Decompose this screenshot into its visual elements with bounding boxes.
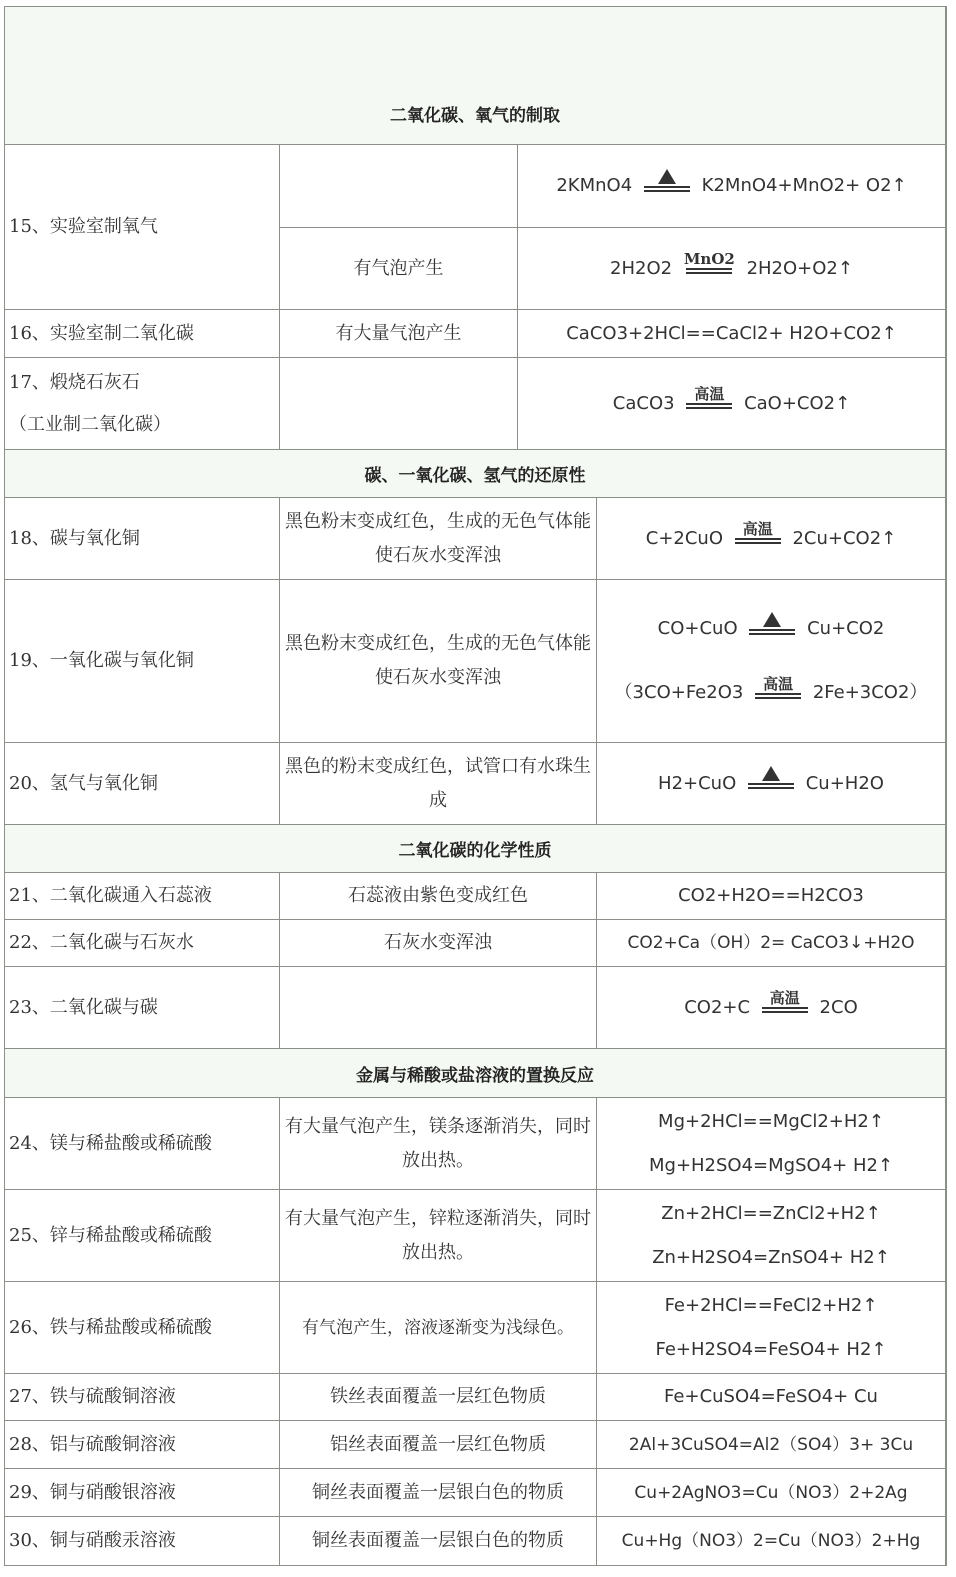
phenomenon-cell <box>280 967 597 1049</box>
reaction-name: 26、铁与稀盐酸或稀硫酸 <box>9 1316 212 1338</box>
phenomenon-cell <box>280 1374 597 1421</box>
equation-cell <box>518 145 946 228</box>
section-title: 碳、一氧化碳、氢气的还原性 <box>364 466 586 486</box>
reaction-name: 21、二氧化碳通入石蕊液 <box>9 885 212 906</box>
section-header <box>5 1049 946 1098</box>
equation: Cu+2AgNO3=Cu（NO3）2+2Ag <box>634 1482 908 1503</box>
reaction-name: 30、铜与硝酸汞溶液 <box>9 1530 176 1551</box>
equation-cell <box>597 580 946 743</box>
equation-products: K2MnO4+MnO2+ O2↑ <box>701 175 907 196</box>
phenomenon-cell <box>280 228 518 310</box>
condition-line <box>749 629 795 635</box>
reaction-name-cell <box>5 967 280 1049</box>
equation <box>556 164 906 208</box>
condition-text: 高温 <box>769 989 800 1007</box>
equation-cell <box>597 1282 946 1374</box>
equation: 2Al+3CuSO4=Al2（SO4）3+ 3Cu <box>628 1434 914 1455</box>
reaction-name: 19、一氧化碳与氧化铜 <box>9 650 194 671</box>
condition-line <box>735 538 781 544</box>
heat-triangle-icon <box>763 612 781 627</box>
equation-cell <box>597 1374 946 1421</box>
reaction-name: 16、实验室制二氧化碳 <box>9 322 194 344</box>
phenomenon-cell <box>280 743 597 825</box>
equation-products: CaO+CO2↑ <box>744 392 851 414</box>
high-temp-condition <box>762 990 808 1013</box>
equation-cell <box>597 498 946 580</box>
reaction-name-cell <box>5 1469 280 1517</box>
condition-text: 高温 <box>694 385 725 403</box>
reaction-name: 29、铜与硝酸银溶液 <box>9 1481 176 1503</box>
reaction-name-cell <box>5 743 280 825</box>
phenomenon-text: 铜丝表面覆盖一层银白色的物质 <box>312 1481 564 1503</box>
equation-reactants: （3CO+Fe2O3 <box>614 682 744 703</box>
phenomenon-cell <box>280 145 518 228</box>
phenomenon-text: 石蕊液由紫色变成红色 <box>348 885 528 906</box>
section-header <box>5 825 946 873</box>
reaction-name-note: （工业制二氧化碳） <box>9 413 171 435</box>
equation-cell <box>518 228 946 310</box>
reaction-name: 15、实验室制氧气 <box>9 216 158 237</box>
chemistry-equation-table <box>4 6 947 1566</box>
reaction-name-cell <box>5 1374 280 1421</box>
reaction-name-cell <box>5 1098 280 1190</box>
condition-line <box>762 1007 808 1013</box>
high-temp-condition <box>755 676 801 699</box>
reaction-name-cell <box>5 1282 280 1374</box>
phenomenon-cell <box>280 580 597 743</box>
equation-cell <box>597 920 946 967</box>
equation-cell <box>597 1098 946 1190</box>
equation: Fe+CuSO4=FeSO4+ Cu <box>664 1386 878 1407</box>
equation-cell <box>597 873 946 920</box>
equation-reactants: CaCO3 <box>612 392 675 414</box>
equation: Fe+H2SO4=FeSO4+ H2↑ <box>655 1338 887 1360</box>
reaction-name-cell <box>5 1421 280 1469</box>
equation-products: 2Fe+3CO2） <box>812 682 928 703</box>
equation-products: Cu+CO2 <box>807 618 885 639</box>
section-title: 金属与稀酸或盐溶液的置换反应 <box>356 1065 594 1086</box>
equation: Fe+2HCl==FeCl2+H2↑ <box>664 1294 878 1316</box>
equation <box>646 517 897 561</box>
phenomenon-text: 有气泡产生，溶液逐渐变为浅绿色。 <box>302 1317 574 1338</box>
reaction-name: 18、碳与氧化铜 <box>9 527 140 549</box>
phenomenon-text: 铜丝表面覆盖一层银白色的物质 <box>312 1530 564 1551</box>
equation-reactants: CO2+C <box>684 996 751 1018</box>
phenomenon-cell <box>280 310 518 358</box>
equation-cell <box>518 358 946 450</box>
phenomenon-cell <box>280 358 518 450</box>
phenomenon-text: 黑色粉末变成红色，生成的无色气体能使石灰水变浑浊 <box>285 510 591 566</box>
equation-cell <box>597 1469 946 1517</box>
reaction-name: 22、二氧化碳与石灰水 <box>9 932 194 953</box>
condition-text: 高温 <box>742 520 773 538</box>
equation-cell <box>597 743 946 825</box>
equation <box>658 597 885 661</box>
condition-text: MnO2 <box>683 250 735 268</box>
reaction-name: 24、镁与稀盐酸或稀硫酸 <box>9 1132 212 1154</box>
equation: Cu+Hg（NO3）2=Cu（NO3）2+Hg <box>621 1531 921 1551</box>
equation-products: 2Cu+CO2↑ <box>792 527 897 549</box>
section-title: 二氧化碳的化学性质 <box>398 841 552 861</box>
phenomenon-cell <box>280 920 597 967</box>
condition-line <box>686 403 732 409</box>
equation: CO2+Ca（OH）2= CaCO3↓+H2O <box>627 933 915 953</box>
phenomenon-text: 黑色的粉末变成红色，试管口有水珠生成 <box>285 755 591 811</box>
equation-cell <box>597 1421 946 1469</box>
equation <box>658 762 884 806</box>
equation-cell <box>597 1517 946 1565</box>
phenomenon-cell <box>280 873 597 920</box>
catalyst-condition <box>684 251 735 274</box>
equation: Mg+H2SO4=MgSO4+ H2↑ <box>648 1154 894 1176</box>
equation-reactants: H2+CuO <box>658 772 737 794</box>
reaction-name-cell <box>5 358 280 450</box>
reaction-name-cell <box>5 1190 280 1282</box>
equation: Mg+2HCl==MgCl2+H2↑ <box>658 1110 884 1132</box>
heat-condition <box>644 169 690 192</box>
phenomenon-text: 铁丝表面覆盖一层红色物质 <box>330 1386 546 1407</box>
section-header <box>5 7 946 145</box>
section-title: 二氧化碳、氧气的制取 <box>390 106 560 126</box>
equation: Zn+H2SO4=ZnSO4+ H2↑ <box>652 1246 890 1268</box>
section-header <box>5 450 946 498</box>
equation-reactants: 2KMnO4 <box>556 175 633 196</box>
reaction-name: 27、铁与硫酸铜溶液 <box>9 1386 176 1407</box>
phenomenon-text: 有大量气泡产生，锌粒逐渐消失，同时放出热。 <box>285 1207 591 1263</box>
condition-line <box>755 693 801 699</box>
condition-line <box>686 268 732 274</box>
heat-triangle-icon <box>658 169 676 184</box>
reaction-name: 25、锌与稀盐酸或稀硫酸 <box>9 1224 212 1246</box>
reaction-name: 28、铝与硫酸铜溶液 <box>9 1433 176 1455</box>
equation: CO2+H2O==H2CO3 <box>678 885 864 906</box>
reaction-name-cell <box>5 580 280 743</box>
heat-condition <box>748 766 794 789</box>
equation-products: Cu+H2O <box>805 772 884 794</box>
reaction-name: 20、氢气与氧化铜 <box>9 772 158 794</box>
reaction-name-cell <box>5 145 280 310</box>
equation <box>610 247 853 291</box>
equation <box>615 661 928 725</box>
reaction-name-cell <box>5 310 280 358</box>
equation <box>684 986 858 1030</box>
heat-condition <box>749 612 795 635</box>
phenomenon-text: 铝丝表面覆盖一层红色物质 <box>330 1433 546 1455</box>
heat-triangle-icon <box>762 766 780 781</box>
condition-text: 高温 <box>763 674 794 693</box>
equation-cell <box>518 310 946 358</box>
reaction-name-cell <box>5 498 280 580</box>
phenomenon-cell <box>280 1190 597 1282</box>
equation-reactants: C+2CuO <box>645 527 723 549</box>
equation-reactants: CO+CuO <box>657 618 738 639</box>
phenomenon-cell <box>280 498 597 580</box>
equation: CaCO3+2HCl==CaCl2+ H2O+CO2↑ <box>566 322 897 344</box>
equation-cell <box>597 967 946 1049</box>
reaction-name-cell <box>5 1517 280 1565</box>
phenomenon-text: 有大量气泡产生 <box>335 322 462 344</box>
condition-line <box>748 783 794 789</box>
reaction-name-cell <box>5 873 280 920</box>
equation <box>613 382 850 426</box>
reaction-name-cell <box>5 920 280 967</box>
equation: Zn+2HCl==ZnCl2+H2↑ <box>661 1202 881 1224</box>
phenomenon-cell <box>280 1517 597 1565</box>
phenomenon-cell <box>280 1282 597 1374</box>
equation-cell <box>597 1190 946 1282</box>
high-temp-condition <box>686 386 732 409</box>
phenomenon-text: 黑色粉末变成红色，生成的无色气体能使石灰水变浑浊 <box>285 633 591 688</box>
phenomenon-cell <box>280 1469 597 1517</box>
phenomenon-text: 石灰水变浑浊 <box>384 932 492 953</box>
phenomenon-cell <box>280 1098 597 1190</box>
reaction-name: 23、二氧化碳与碳 <box>9 996 158 1018</box>
phenomenon-text: 有大量气泡产生，镁条逐渐消失，同时放出热。 <box>285 1115 591 1171</box>
phenomenon-cell <box>280 1421 597 1469</box>
equation-products: 2H2O+O2↑ <box>746 257 853 279</box>
equation-products: 2CO <box>819 996 858 1018</box>
reaction-name: 17、煅烧石灰石 <box>9 371 140 393</box>
high-temp-condition <box>735 521 781 544</box>
condition-line <box>644 186 690 192</box>
phenomenon-text: 有气泡产生 <box>353 257 444 279</box>
equation-reactants: 2H2O2 <box>610 257 673 279</box>
